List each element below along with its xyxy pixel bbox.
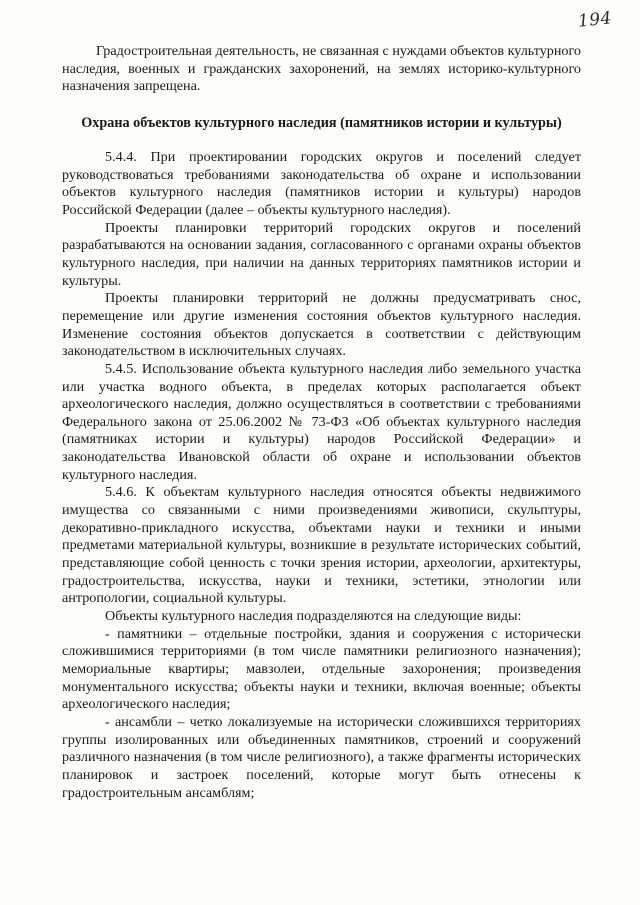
paragraph-types-intro: Объекты культурного наследия подразделяются на следующие виды: xyxy=(105,608,522,625)
paragraph-planning-projects: Проекты планировки территорий городских округов и поселений разрабатываются на основании задания, согласованного с органами охраны объектов культурного наследия, при наличии на данных территориях памятников истории и культуры. xyxy=(62,219,581,289)
paragraph-5-4-4: 5.4.4. При проектировании городских округов и поселений следует руководствоваться требованиями законодательства об охране и использовании объектов культурного наследия (памятников истории и культуры) народов Российской Федерации (далее – объекты культурного наследия). xyxy=(62,148,581,218)
handwritten-page-number: 194 xyxy=(577,8,613,32)
paragraph-no-demolition: Проекты планировки территорий не должны предусматривать снос, перемещение или другие изменения состояния объектов культурного наследия. Изменение состояния объектов допускается в соответствии с действующим законодательством в исключительных случаях. xyxy=(62,290,581,360)
paragraph-ensembles: - ансамбли – четко локализуемые на исторически сложившихся территориях группы изолированных или объединенных памятников, строений и сооружений различного назначения (в том числе религиозного), а также фрагменты исторических планировок и застроек поселений, которые могут быть отнесены к градостроительным ансамблям; xyxy=(62,713,581,801)
paragraph-monuments: - памятники – отдельные постройки, здания и сооружения с исторически сложившимися территориями (в том числе памятники религиозного назначения); мемориальные квартиры; мавзолеи, отдельные захоронения; произведения монументального искусства; объекты науки и техники, включая военные; объекты археологического наследия; xyxy=(62,625,581,713)
paragraph-5-4-5: 5.4.5. Использование объекта культурного наследия либо земельного участка или участка водного объекта, в пределах которых располагается объект археологического наследия, должно осуществляться в соответствии с требованиями Федерального закона от 25.06.2002 № 73-ФЗ «Об объектах культурного наследия (памятниках истории и культуры) народов Российской Федерации» и законодательства Ивановской области об охране и использовании объектов культурного наследия. xyxy=(62,360,581,483)
intro-paragraph: Градостроительная деятельность, не связанная с нуждами объектов культурного наследия, военных и гражданских захоронений, на землях историко-культурного назначения запрещена. xyxy=(62,43,581,95)
paragraph-5-4-6: 5.4.6. К объектам культурного наследия относятся объекты недвижимого имущества со связанными с ними произведениями живописи, скульптуры, декоративно-прикладного искусства, объектами науки и техники и иными предметами материальной культуры, возникшие в результате исторических событий, представляющие собой ценность с точки зрения истории, археологии, архитектуры, градостроительства, искусства, науки и техники, эстетики, этнологии или антропологии, социальной культуры. xyxy=(62,484,581,607)
document-body xyxy=(62,43,581,802)
section-heading: Охрана объектов культурного наследия (памятников истории и культуры) xyxy=(81,114,562,131)
